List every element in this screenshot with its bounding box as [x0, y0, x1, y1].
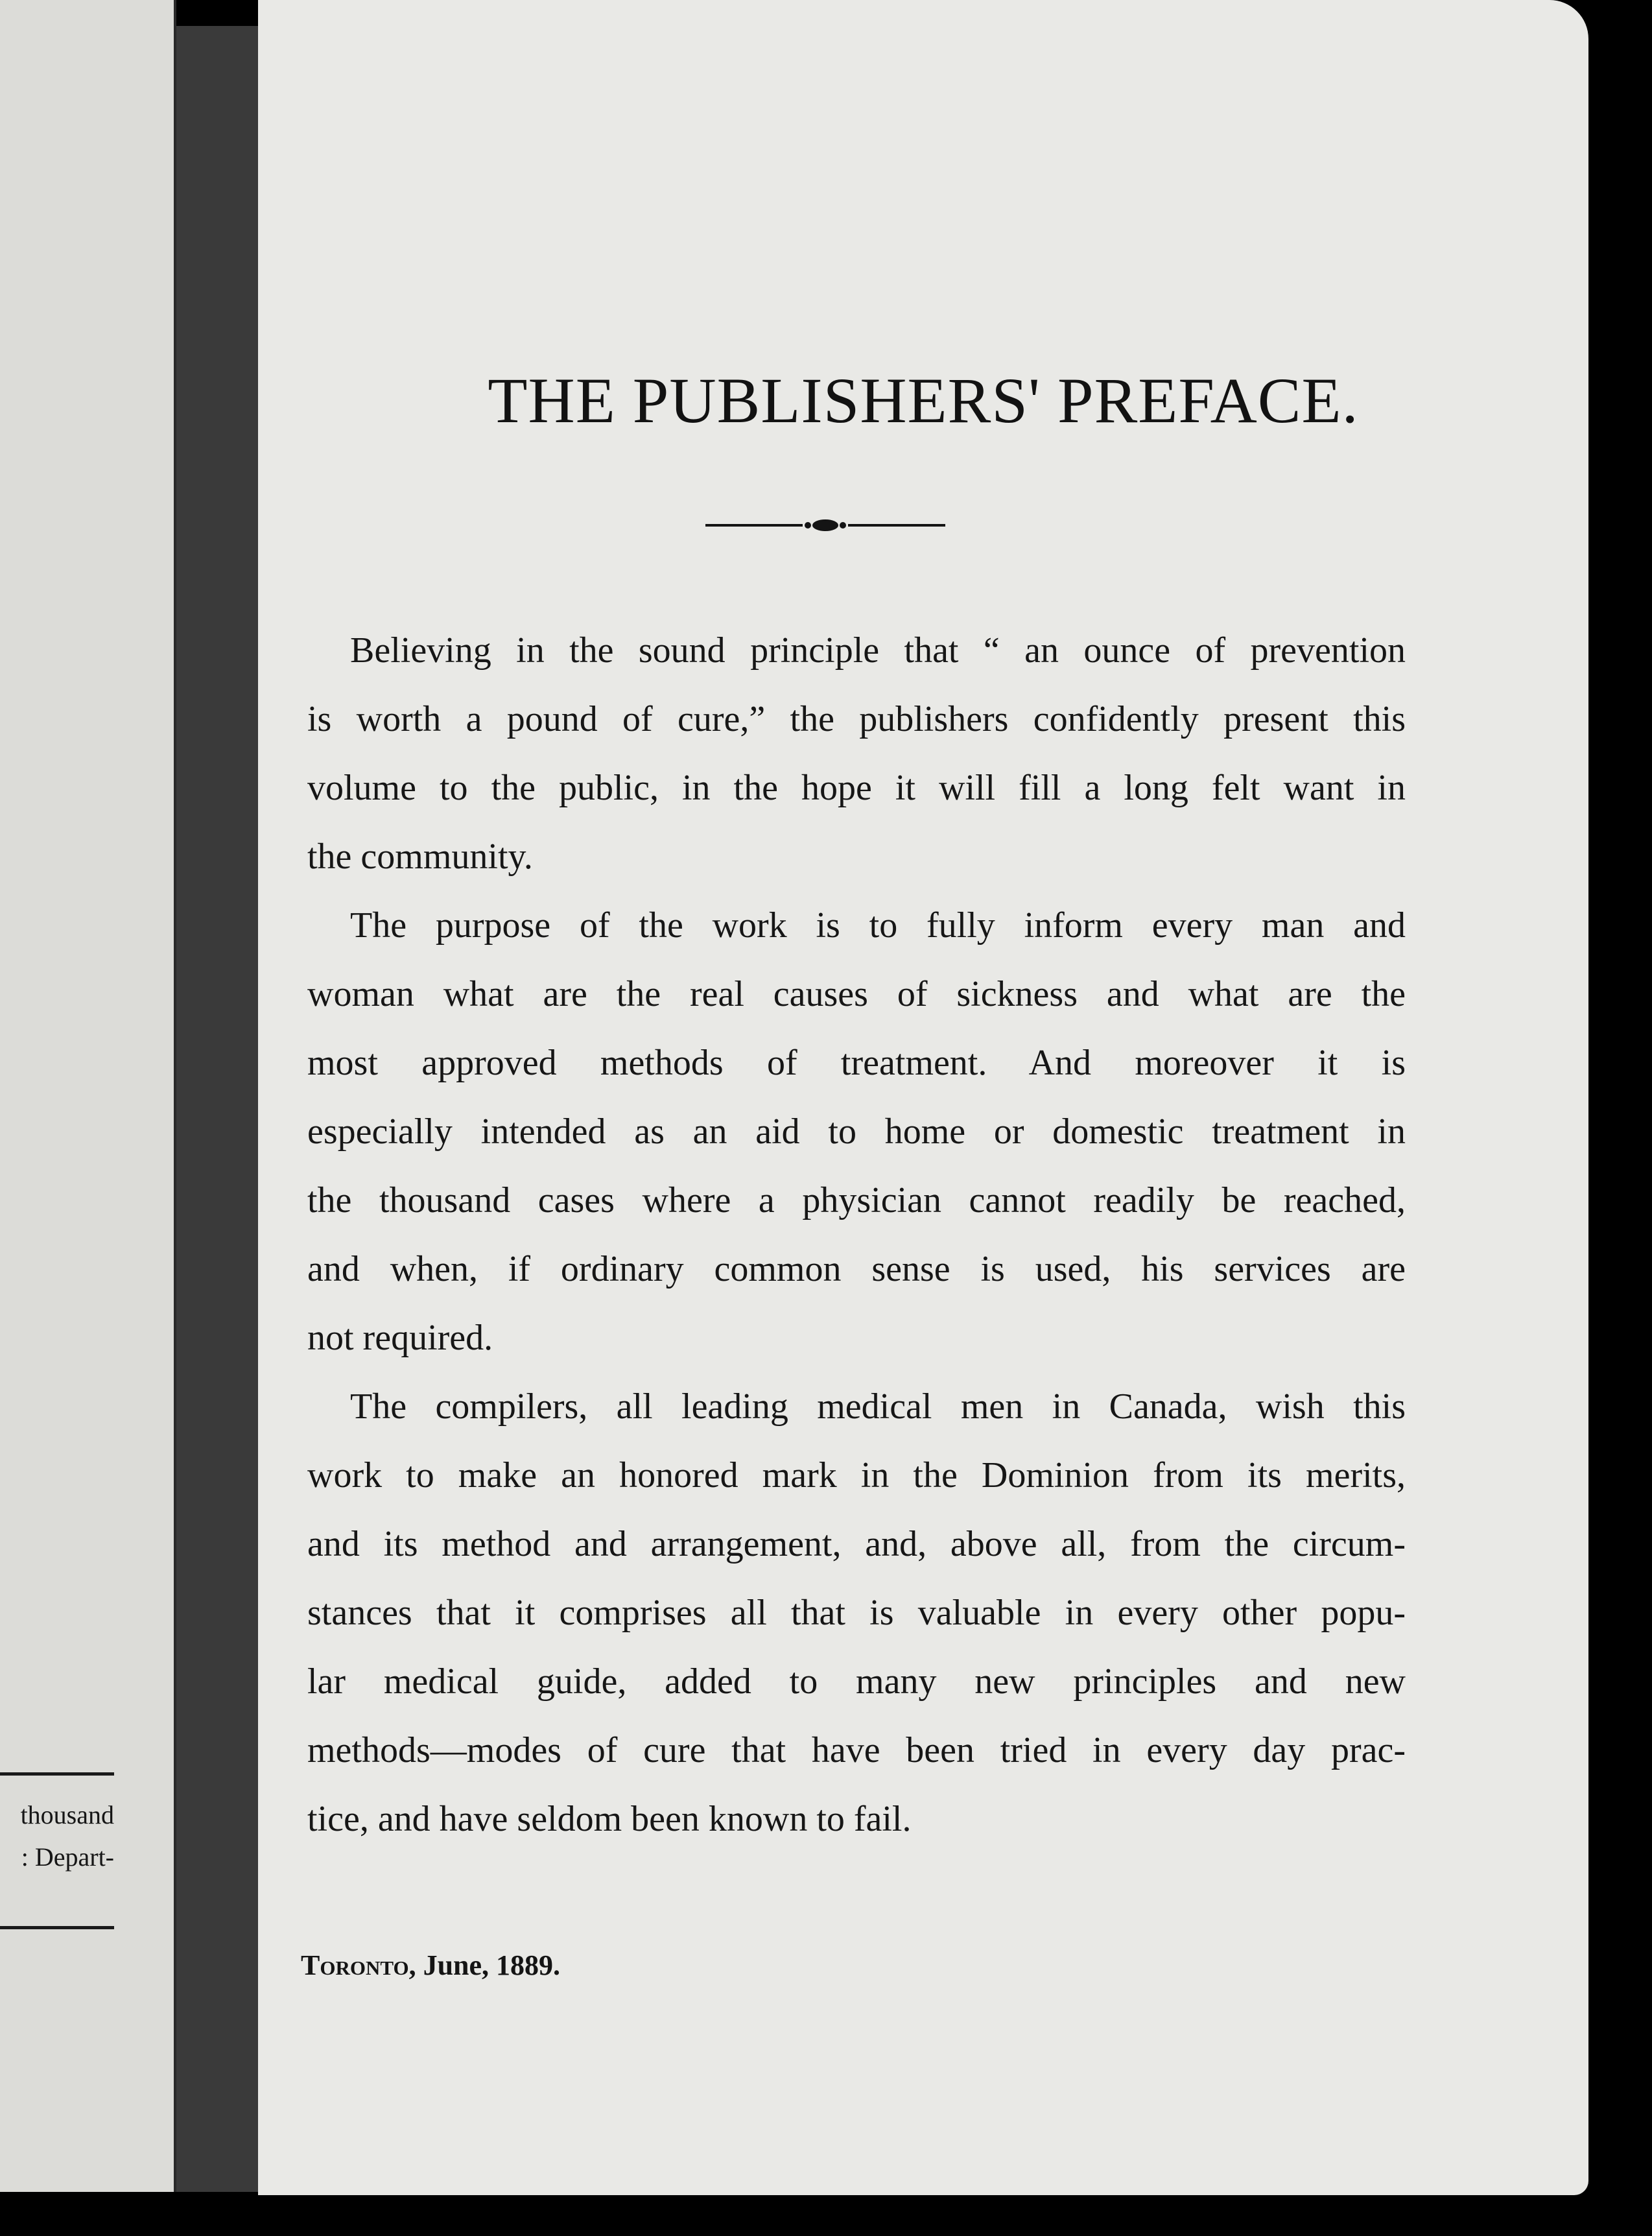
text-line: The compilers, all leading medical men in Canada, wish this	[350, 1386, 1406, 1427]
text-line: especially intended as an aid to home or domestic treatment in	[307, 1112, 1406, 1152]
text-line: tice, and have seldom been known to fail.	[307, 1799, 912, 1839]
ornament-divider-icon	[705, 512, 945, 538]
text-line: the thousand cases where a physician cannot readily be reached,	[307, 1180, 1406, 1220]
text-line: The purpose of the work is to fully inform every man and	[350, 905, 1406, 946]
book-binding-gutter	[176, 26, 258, 2192]
text-line: woman what are the real causes of sickness and what are the	[307, 974, 1406, 1014]
text-line: and when, if ordinary common sense is used, his services are	[307, 1249, 1406, 1289]
text-line: not required.	[307, 1318, 493, 1358]
previous-page-fragment	[0, 0, 176, 2192]
preface-page	[258, 0, 1588, 2195]
text-line: the community.	[307, 837, 533, 877]
preface-body	[265, 616, 1406, 1853]
text-line: stances that it comprises all that is valuable in every other popu-	[307, 1593, 1406, 1633]
paragraph	[265, 616, 1406, 891]
left-page-rule-bottom	[0, 1926, 114, 1929]
text-line: methods—modes of cure that have been tried in every day prac-	[307, 1730, 1406, 1770]
paragraph	[265, 891, 1406, 1372]
signature-date: , June, 1889.	[408, 1949, 561, 1981]
left-page-rule-top	[0, 1772, 114, 1776]
left-page-text-fragment: : Depart-	[21, 1842, 114, 1872]
signature-place: Toronto	[301, 1949, 409, 1981]
text-line: and its method and arrangement, and, above all, from the circum-	[307, 1524, 1406, 1564]
page-title: THE PUBLISHERS' PREFACE.	[488, 364, 1359, 436]
signature-line	[301, 1949, 560, 1982]
text-line: lar medical guide, added to many new principles and new	[307, 1661, 1406, 1702]
text-line: most approved methods of treatment. And moreover it is	[307, 1043, 1406, 1083]
text-line: work to make an honored mark in the Dominion from its merits,	[307, 1455, 1406, 1495]
text-line: is worth a pound of cure,” the publishers confidently present this	[307, 699, 1406, 739]
text-line: volume to the public, in the hope it will fill a long felt want in	[307, 768, 1406, 808]
left-page-text-fragment: thousand	[20, 1800, 114, 1829]
paragraph	[265, 1372, 1406, 1853]
text-line: Believing in the sound principle that “ an ounce of prevention	[350, 630, 1406, 671]
